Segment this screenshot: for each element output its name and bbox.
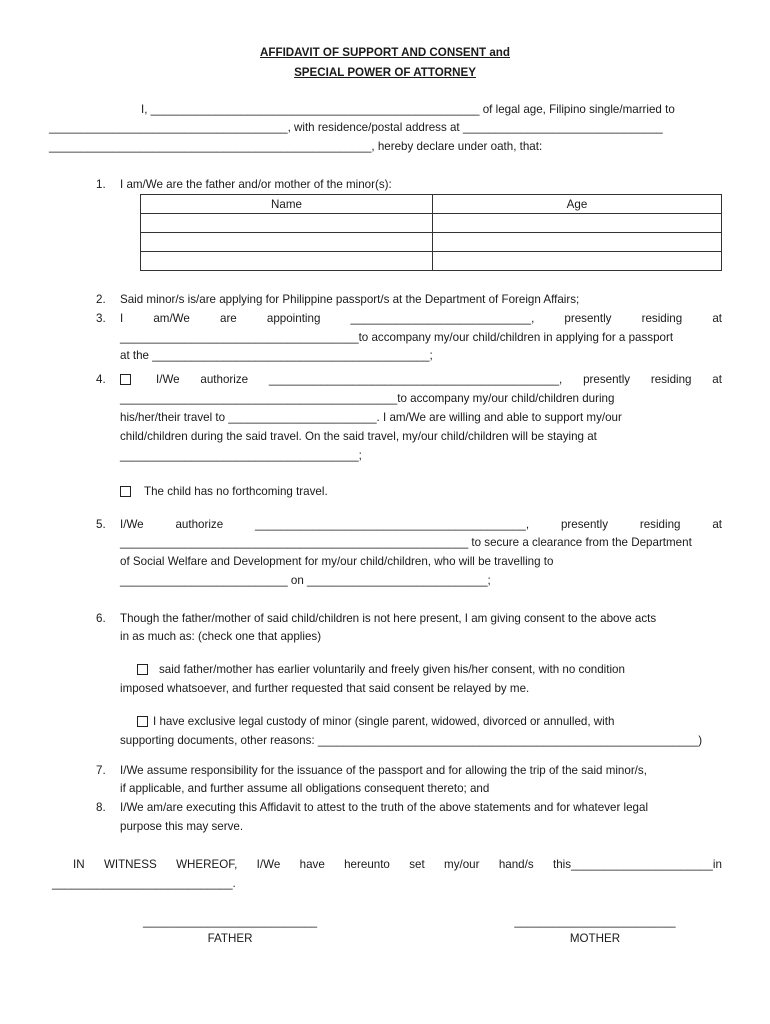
option-b-line-2: supporting documents, other reasons: ___________________________________________________________) <box>120 734 703 747</box>
item-number-4: 4. <box>96 373 106 386</box>
table-row <box>141 233 722 252</box>
option-a-line-1: said father/mother has earlier voluntarily and freely given his/her consent, with no condition <box>159 663 625 676</box>
checkbox-authorize-companion[interactable] <box>120 374 131 385</box>
item-7-line-2: if applicable, and further assume all obligations consequent thereto; and <box>120 782 490 795</box>
item-4-line-1: I/We authorize _____________________________________________, presently residing at <box>156 373 722 386</box>
checkbox-consent-given[interactable] <box>137 664 148 675</box>
item-6-line-2: in as much as: (check one that applies) <box>120 630 322 643</box>
item-5-line-1: I/We authorize __________________________________________, presently residing at <box>120 518 722 531</box>
item-number-1: 1. <box>96 178 106 191</box>
item-number-3: 3. <box>96 312 106 325</box>
witness-line-1: IN WITNESS WHEREOF, I/We have hereunto set my/our hand/s this______________________in <box>73 858 722 871</box>
table-row <box>141 252 722 271</box>
item-4-line-3: his/her/their travel to _______________________. I am/We are willing and able to support my/our <box>120 411 622 424</box>
item-3-line-1: I am/We are appointing ____________________________, presently residing at <box>120 312 722 325</box>
witness-line-2: ____________________________. <box>52 877 236 890</box>
document-title: AFFIDAVIT OF SUPPORT AND CONSENT and <box>260 46 510 59</box>
name-cell[interactable] <box>141 252 433 271</box>
mother-label: MOTHER <box>569 932 621 945</box>
item-5-line-3: of Social Welfare and Development for my/our child/children, who will be travelling to <box>120 555 554 568</box>
mother-signature-block <box>512 915 678 945</box>
intro-line-1: I, ___________________________________________________ of legal age, Filipino single/married to <box>141 103 675 116</box>
item-number-2: 2. <box>96 293 106 306</box>
item-5-line-4: __________________________ on ____________________________; <box>120 574 491 587</box>
option-a-line-2: imposed whatsoever, and further requested that said consent be relayed by me. <box>120 682 530 695</box>
item-number-8: 8. <box>96 801 106 814</box>
father-signature-line[interactable]: ___________________________ <box>142 915 318 928</box>
item-4-line-4: child/children during the said travel. On the said travel, my/our child/children will be staying at <box>120 430 597 443</box>
name-cell[interactable] <box>141 233 433 252</box>
age-column-header: Age <box>433 195 722 214</box>
intro-line-2: _____________________________________, with residence/postal address at _______________________________ <box>49 121 663 134</box>
item-3-line-2: _____________________________________to accompany my/our child/children in applying for a passport <box>120 331 674 344</box>
table-row <box>141 214 722 233</box>
name-column-header: Name <box>141 195 433 214</box>
minors-table <box>140 194 722 271</box>
item-4-line-2: ___________________________________________to accompany my/our child/children during <box>120 392 615 405</box>
item-7-line-1: I/We assume responsibility for the issuance of the passport and for allowing the trip of the said minor/s, <box>120 764 647 777</box>
item-2-text: Said minor/s is/are applying for Philippine passport/s at the Department of Foreign Affairs; <box>120 293 580 306</box>
item-4-line-5: _____________________________________; <box>120 449 362 462</box>
father-label: FATHER <box>207 932 253 945</box>
mother-signature-line[interactable]: _________________________ <box>514 915 676 928</box>
item-number-6: 6. <box>96 612 106 625</box>
age-cell[interactable] <box>433 214 722 233</box>
item-6-line-1: Though the father/mother of said child/children is not here present, I am giving consent to the above acts <box>120 612 657 625</box>
table-header-row <box>141 195 722 214</box>
item-number-5: 5. <box>96 518 106 531</box>
age-cell[interactable] <box>433 233 722 252</box>
item-5-line-2: ______________________________________________________ to secure a clearance from the Department <box>120 536 692 549</box>
intro-line-3: __________________________________________________, hereby declare under oath, that: <box>49 140 543 153</box>
father-signature-block <box>140 915 320 945</box>
checkbox-no-travel[interactable] <box>120 486 131 497</box>
option-b-line-1: I have exclusive legal custody of minor (single parent, widowed, divorced or annulled, with <box>153 715 615 728</box>
item-8-line-1: I/We am/are executing this Affidavit to attest to the truth of the above statements and for whatever legal <box>120 801 649 814</box>
item-8-line-2: purpose this may serve. <box>120 820 244 833</box>
checkbox-exclusive-custody[interactable] <box>137 716 148 727</box>
age-cell[interactable] <box>433 252 722 271</box>
document-subtitle: SPECIAL POWER OF ATTORNEY <box>294 66 476 79</box>
name-cell[interactable] <box>141 214 433 233</box>
item-3-line-3: at the ___________________________________________; <box>120 349 433 362</box>
item-1-text: I am/We are the father and/or mother of the minor(s): <box>120 178 392 191</box>
item-number-7: 7. <box>96 764 106 777</box>
no-travel-option-label: The child has no forthcoming travel. <box>144 485 328 498</box>
